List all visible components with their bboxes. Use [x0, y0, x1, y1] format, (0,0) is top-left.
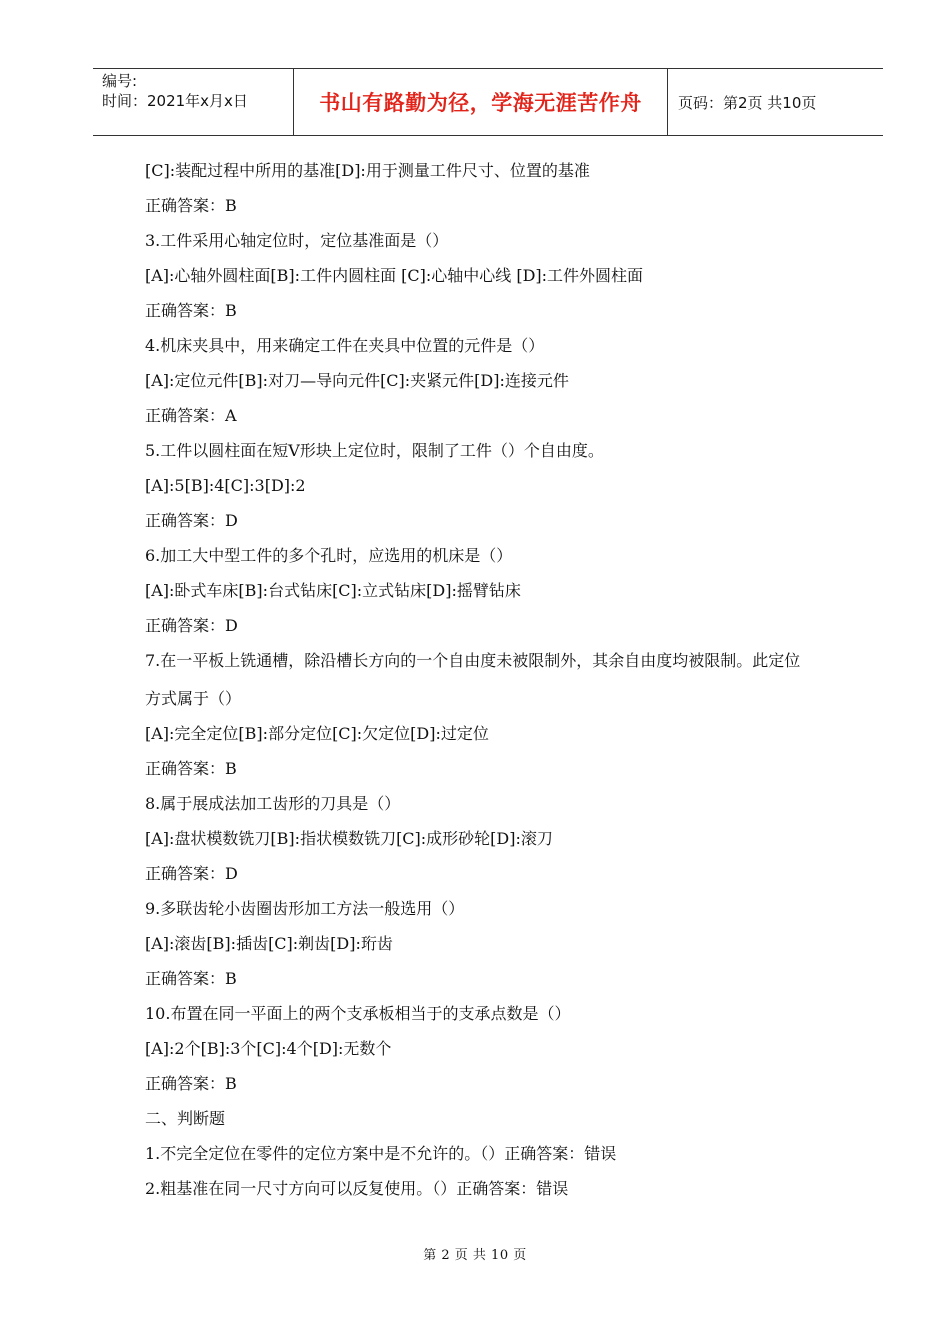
- question-line: 5.工件以圆柱面在短V形块上定位时，限制了工件（）个自由度。: [145, 441, 604, 460]
- time-label: 时间：2021年x月x日: [102, 92, 248, 110]
- answer-line: 正确答案：B: [145, 196, 237, 215]
- section-heading: 二、判断题: [145, 1109, 226, 1128]
- answer-line: 正确答案：B: [145, 1074, 237, 1093]
- question-line: 10.布置在同一平面上的两个支承板相当于的支承点数是（）: [145, 1004, 571, 1023]
- page-footer: [0, 1244, 950, 1263]
- question-line: 9.多联齿轮小齿圈齿形加工方法一般选用（）: [145, 899, 465, 918]
- options-line: [A]:滚齿[B]:插齿[C]:剃齿[D]:珩齿: [145, 934, 393, 953]
- question-line: 6.加工大中型工件的多个孔时，应选用的机床是（）: [145, 546, 513, 565]
- motto-text: 书山有路勤为径，学海无涯苦作舟: [319, 91, 642, 115]
- page-info-text: 页码：第2页 共10页: [678, 93, 817, 112]
- question-line: 3.工件采用心轴定位时，定位基准面是（）: [145, 231, 449, 250]
- header-meta: [93, 69, 294, 135]
- options-line: [A]:卧式车床[B]:台式钻床[C]:立式钻床[D]:摇臂钻床: [145, 581, 521, 600]
- question-line: 7.在一平板上铣通槽，除沿槽长方向的一个自由度未被限制外，其余自由度均被限制。此定位: [145, 651, 801, 670]
- answer-line: 正确答案：B: [145, 301, 237, 320]
- text-line: [C]:装配过程中所用的基准[D]:用于测量工件尺寸、位置的基准: [145, 161, 590, 180]
- judgement-line: 2.粗基准在同一尺寸方向可以反复使用。（）正确答案：错误: [145, 1179, 569, 1198]
- options-line: [A]:5[B]:4[C]:3[D]:2: [145, 476, 306, 495]
- header-page-info: [668, 69, 883, 135]
- page-header: [93, 68, 883, 136]
- question-line-continued: 方式属于（）: [145, 689, 242, 708]
- answer-line: 正确答案：B: [145, 969, 237, 988]
- answer-line: 正确答案：B: [145, 759, 237, 778]
- header-motto: [294, 69, 668, 135]
- serial-label: 编号:: [102, 72, 138, 90]
- options-line: [A]:盘状模数铣刀[B]:指状模数铣刀[C]:成形砂轮[D]:滚刀: [145, 829, 553, 848]
- question-line: 4.机床夹具中，用来确定工件在夹具中位置的元件是（）: [145, 336, 545, 355]
- judgement-line: 1.不完全定位在零件的定位方案中是不允许的。（）正确答案：错误: [145, 1144, 617, 1163]
- options-line: [A]:2个[B]:3个[C]:4个[D]:无数个: [145, 1039, 392, 1058]
- options-line: [A]:完全定位[B]:部分定位[C]:欠定位[D]:过定位: [145, 724, 489, 743]
- answer-line: 正确答案：D: [145, 864, 238, 883]
- footer-page-number: 第 2 页 共 10 页: [423, 1248, 527, 1263]
- options-line: [A]:心轴外圆柱面[B]:工件内圆柱面 [C]:心轴中心线 [D]:工件外圆柱面: [145, 266, 644, 285]
- options-line: [A]:定位元件[B]:对刀—导向元件[C]:夹紧元件[D]:连接元件: [145, 371, 569, 390]
- answer-line: 正确答案：D: [145, 511, 238, 530]
- question-line: 8.属于展成法加工齿形的刀具是（）: [145, 794, 401, 813]
- document-body: [145, 153, 845, 1206]
- answer-line: 正确答案：A: [145, 406, 237, 425]
- answer-line: 正确答案：D: [145, 616, 238, 635]
